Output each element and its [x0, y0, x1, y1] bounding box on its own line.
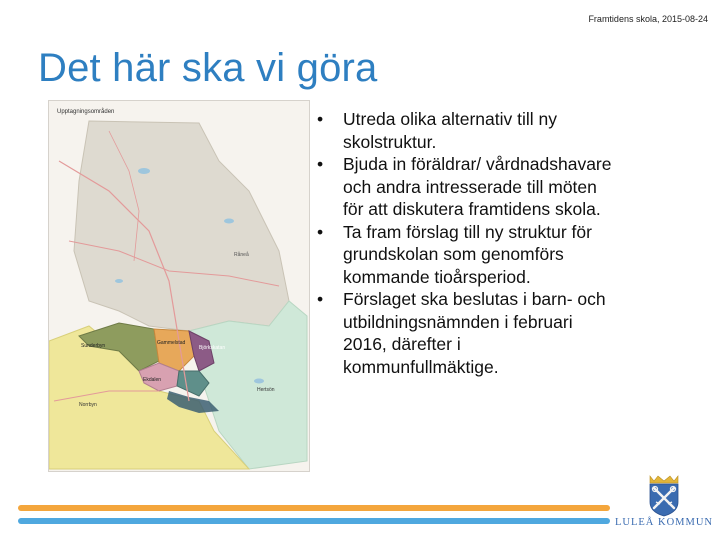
- map-area-label: Ekdalen: [143, 377, 162, 383]
- bullet-text: Ta fram förslag till ny struktur för grundskolan som genomförs kommande tioårsperiod.: [343, 221, 592, 287]
- map-region-north: [74, 121, 289, 331]
- bullet-marker: •: [317, 154, 324, 174]
- bullet-item: [312, 108, 612, 153]
- catchment-area-map: [48, 100, 310, 472]
- map-lake: [115, 279, 123, 283]
- logo-text: LULEÅ KOMMUN: [614, 517, 714, 528]
- footer-bar-orange: [18, 505, 610, 511]
- bullet-item: [312, 153, 612, 221]
- bullet-marker: •: [317, 221, 324, 242]
- map-legend-label: Upptagningsområden: [57, 109, 115, 115]
- map-lake: [224, 219, 234, 224]
- bullet-item: [312, 221, 612, 289]
- map-area-label: Råneå: [234, 252, 249, 258]
- map-area-label: Björkskatan: [199, 345, 226, 351]
- map-area-label: Norrbyn: [79, 402, 97, 408]
- lulea-coat-of-arms-icon: [612, 474, 716, 518]
- map-area-label: Hertsön: [257, 387, 275, 393]
- map-area-label: Gammelstad: [157, 340, 186, 346]
- bullet-marker: •: [317, 289, 324, 309]
- map-area-label: Sunderbyn: [81, 343, 106, 349]
- header-note: Framtidens skola, 2015-08-24: [588, 14, 708, 24]
- bullet-text: Utreda olika alternativ till ny skolstruktur.: [343, 109, 557, 152]
- bullet-marker: •: [317, 109, 324, 129]
- map-lake: [138, 168, 150, 174]
- bullet-list: [312, 108, 612, 378]
- footer-bar-blue: [18, 518, 610, 524]
- map-lake: [254, 379, 264, 384]
- slide-title: Det här ska vi göra: [38, 46, 378, 90]
- bullet-text: Förslaget ska beslutas i barn- och utbildningsnämnden i februari 2016, därefter i kommunfullmäktige.: [343, 289, 606, 377]
- bullet-item: [312, 288, 612, 378]
- map-graphic: [49, 101, 309, 471]
- lulea-kommun-logo: [612, 474, 716, 534]
- bullet-text: Bjuda in föräldrar/ vårdnadshavare och andra intresserade till möten för att diskutera framtidens skola.: [343, 154, 612, 219]
